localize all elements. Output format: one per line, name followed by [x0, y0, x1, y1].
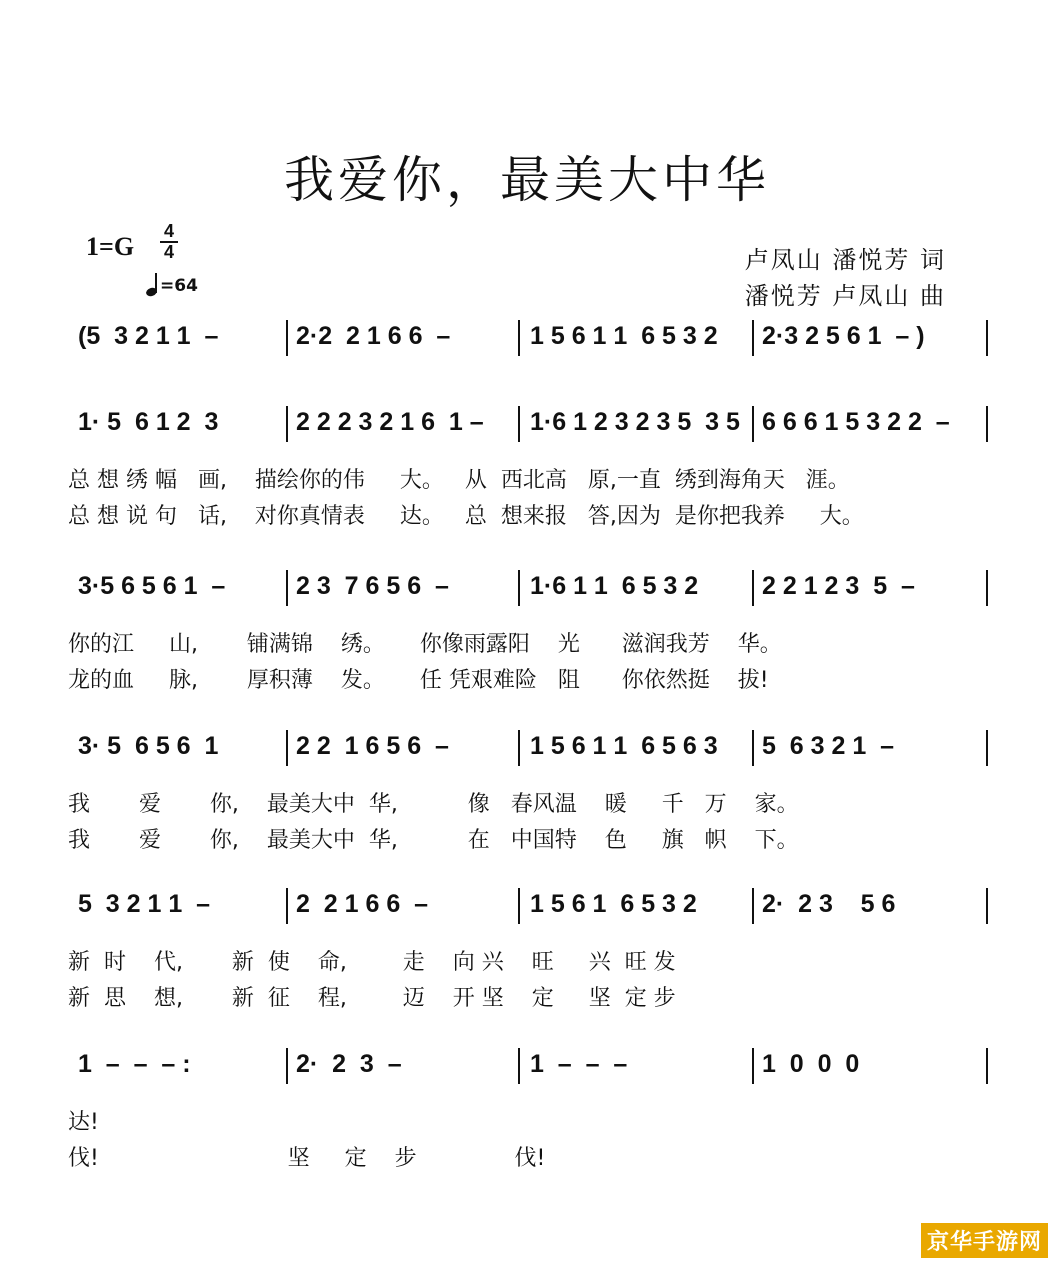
measure: 3·5 6 5 6 1 – — [78, 572, 226, 600]
bar-line — [518, 888, 520, 924]
time-signature-top: 4 — [163, 221, 174, 241]
bar-line — [986, 730, 988, 766]
measure: 2·2 2 1 6 6 – — [296, 322, 451, 350]
bar-line — [986, 406, 988, 442]
lyric-line: 你的江 山, 铺满锦 绣。 你像雨露阳 光 滋润我芳 华。 — [68, 632, 782, 657]
measure: 1 5 6 1 1 6 5 3 2 — [530, 322, 718, 350]
measure: 6 6 6 1 5 3 2 2 – — [762, 408, 950, 436]
measure: 2· 2 3 – — [296, 1050, 402, 1078]
bar-line — [752, 320, 754, 356]
lyric-line: 达! — [68, 1110, 99, 1135]
bar-line — [752, 1048, 754, 1084]
bar-line — [986, 888, 988, 924]
key-signature: 1=G — [86, 232, 135, 261]
watermark-logo: 京华手游网 — [921, 1223, 1048, 1258]
bar-line — [752, 730, 754, 766]
quarter-note-icon — [146, 276, 160, 296]
measure: 2 3 7 6 5 6 – — [296, 572, 449, 600]
composers-credit: 潘悦芳 卢凤山 曲 — [744, 282, 946, 310]
lyric-line: 总 想 绣 幅 画, 描绘你的伟 大。 从 西北高 原,一直 绣到海角天 涯。 — [68, 468, 850, 493]
measure: 1 – – – : — [78, 1050, 191, 1078]
measure: 1·6 1 1 6 5 3 2 — [530, 572, 699, 600]
bar-line — [286, 888, 288, 924]
bar-line — [752, 406, 754, 442]
measure: 1·6 1 2 3 2 3 5 3 5 — [530, 408, 740, 436]
measure: 2 2 1 6 5 6 – — [296, 732, 449, 760]
lyric-line: 新 思 想, 新 征 程, 迈 开 坚 定 坚 定 步 — [68, 986, 676, 1011]
bar-line — [286, 1048, 288, 1084]
lyric-line: 我 爱 你, 最美大中 华, 在 中国特 色 旗 帜 下。 — [68, 828, 799, 853]
measure: 2 2 2 3 2 1 6 1 – — [296, 408, 484, 436]
bar-line — [986, 570, 988, 606]
lyric-line: 新 时 代, 新 使 命, 走 向 兴 旺 兴 旺 发 — [68, 950, 676, 975]
measure: 3· 5 6 5 6 1 — [78, 732, 219, 760]
bar-line — [286, 570, 288, 606]
lyric-line: 伐! 坚 定 步 伐! — [68, 1146, 546, 1171]
measure: 1 0 0 0 — [762, 1050, 860, 1078]
bar-line — [518, 406, 520, 442]
measure: 2 2 1 2 3 5 – — [762, 572, 915, 600]
measure: 2 2 1 6 6 – — [296, 890, 429, 918]
bar-line — [518, 730, 520, 766]
song-title: 我爱你，最美大中华 — [284, 151, 770, 209]
measure: 1· 5 6 1 2 3 — [78, 408, 219, 436]
bar-line — [286, 406, 288, 442]
bar-line — [518, 570, 520, 606]
measure: (5 3 2 1 1 – — [78, 322, 219, 350]
lyric-line: 龙的血 脉, 厚积薄 发。 任 凭艰难险 阻 你依然挺 拔! — [68, 668, 769, 693]
measure: 2·3 2 5 6 1 – ) — [762, 322, 925, 350]
bar-line — [286, 320, 288, 356]
measure: 5 6 3 2 1 – — [762, 732, 895, 760]
tempo-value: =64 — [160, 276, 198, 296]
measure: 1 5 6 1 1 6 5 6 3 — [530, 732, 718, 760]
bar-line — [986, 320, 988, 356]
measure: 2· 2 3 5 6 — [762, 890, 896, 918]
bar-line — [986, 1048, 988, 1084]
tempo-marking — [146, 276, 198, 296]
time-signature — [160, 222, 178, 262]
measure: 5 3 2 1 1 – — [78, 890, 211, 918]
bar-line — [518, 320, 520, 356]
bar-line — [752, 888, 754, 924]
bar-line — [286, 730, 288, 766]
measure: 1 5 6 1 6 5 3 2 — [530, 890, 697, 918]
bar-line — [752, 570, 754, 606]
lyric-line: 我 爱 你, 最美大中 华, 像 春风温 暖 千 万 家。 — [68, 792, 799, 817]
lyricists-credit: 卢凤山 潘悦芳 词 — [744, 246, 946, 274]
bar-line — [518, 1048, 520, 1084]
lyric-line: 总 想 说 句 话, 对你真情表 达。 总 想来报 答,因为 是你把我养 大。 — [68, 504, 864, 529]
time-signature-bottom: 4 — [160, 241, 178, 262]
measure: 1 – – – — [530, 1050, 628, 1078]
